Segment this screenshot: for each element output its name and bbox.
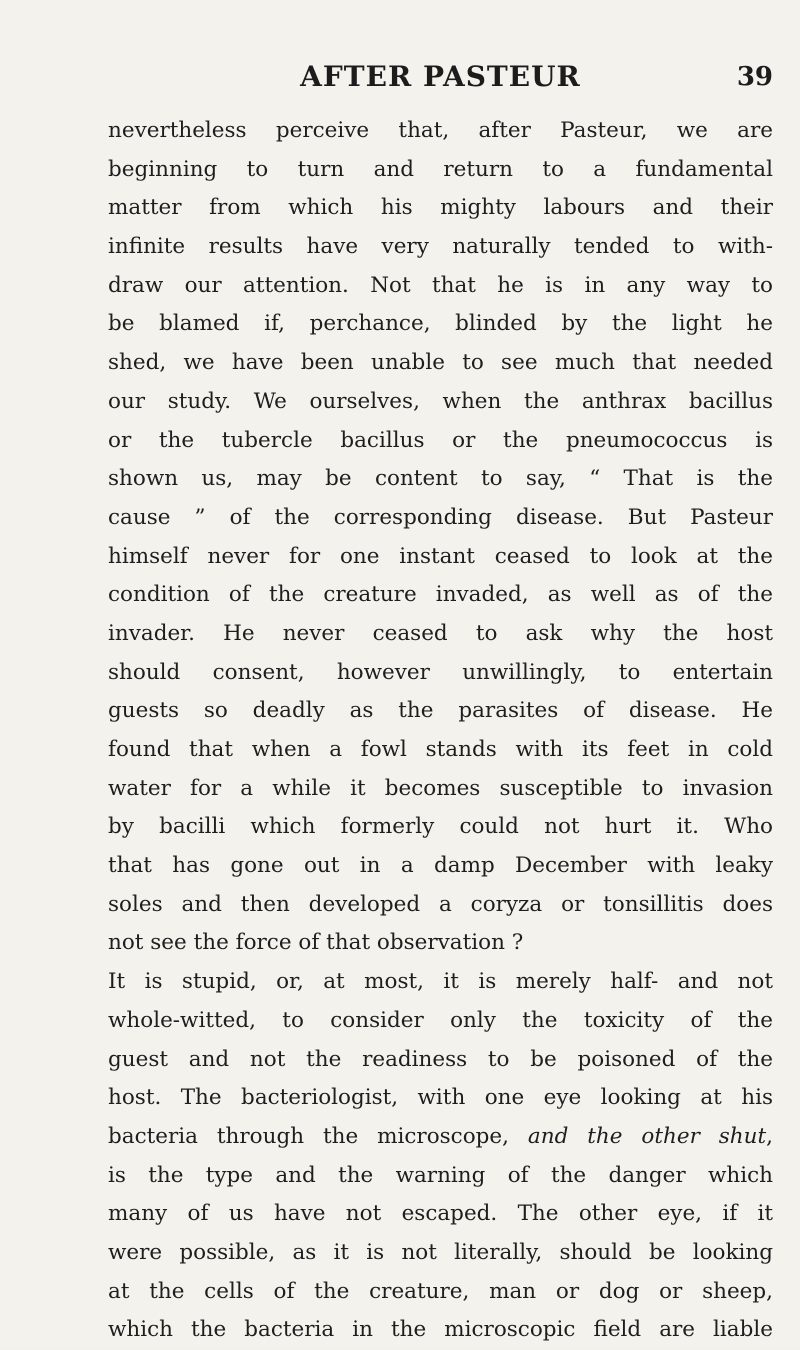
text-line: water for a while it becomes susceptible to invasion xyxy=(108,775,773,801)
text-line: be blamed if, perchance, blinded by the light he xyxy=(108,311,773,337)
text-line-with-italic xyxy=(108,1118,773,1157)
text-line: which the bacteria in the microscopic field are liable xyxy=(108,1317,773,1343)
paragraph-start-line: It is stupid, or, at most, it is merely half- and not xyxy=(108,969,773,995)
text-line: invader. He never ceased to ask why the host xyxy=(108,620,773,646)
text-line: beginning to turn and return to a fundamental xyxy=(108,156,773,182)
text-line: shed, we have been unable to see much that needed xyxy=(108,350,773,376)
text-line: were possible, as it is not literally, should be looking xyxy=(108,1239,773,1265)
text-line: that has gone out in a damp December with leaky xyxy=(108,853,773,879)
text-line: by bacilli which formerly could not hurt it. Who xyxy=(108,814,773,840)
text-line: is the type and the warning of the danger which xyxy=(108,1162,773,1188)
text-line: guest and not the readiness to be poisoned of the xyxy=(108,1046,773,1072)
text-line: draw our attention. Not that he is in any way to xyxy=(108,272,773,298)
text-line: our study. We ourselves, when the anthrax bacillus xyxy=(108,388,773,414)
text-line: whole-witted, to consider only the toxicity of the xyxy=(108,1007,773,1033)
running-title: AFTER PASTEUR xyxy=(300,60,581,93)
text-segment: bacteria through the microscope, xyxy=(108,1123,528,1149)
text-line: should consent, however unwillingly, to entertain xyxy=(108,659,773,685)
text-line: matter from which his mighty labours and their xyxy=(108,195,773,221)
italic-phrase: and the other shut xyxy=(527,1123,767,1149)
body-text xyxy=(108,112,773,1350)
text-line: cause ” of the corresponding disease. But Pasteur xyxy=(108,504,773,530)
text-line: or the tubercle bacillus or the pneumococcus is xyxy=(108,427,773,453)
text-line: at the cells of the creature, man or dog or sheep, xyxy=(108,1278,773,1304)
paragraph-end-line: not see the force of that observation ? xyxy=(108,930,524,956)
text-line: condition of the creature invaded, as well as of the xyxy=(108,582,773,608)
text-line: found that when a fowl stands with its feet in cold xyxy=(108,737,773,762)
text-line: infinite results have very naturally tended to with- xyxy=(108,234,773,260)
text-line: many of us have not escaped. The other eye, if it xyxy=(108,1201,773,1227)
page-number: 39 xyxy=(736,62,773,92)
text-line: soles and then developed a coryza or tonsillitis does xyxy=(108,891,773,917)
text-segment: , xyxy=(766,1123,773,1149)
text-line: host. The bacteriologist, with one eye looking at his xyxy=(108,1085,773,1111)
text-line: guests so deadly as the parasites of disease. He xyxy=(108,698,773,724)
text-line: nevertheless perceive that, after Pasteur, we are xyxy=(108,118,773,143)
text-line: himself never for one instant ceased to look at the xyxy=(108,543,773,569)
running-head xyxy=(108,60,773,100)
text-line: shown us, may be content to say, “ That is the xyxy=(108,466,773,492)
